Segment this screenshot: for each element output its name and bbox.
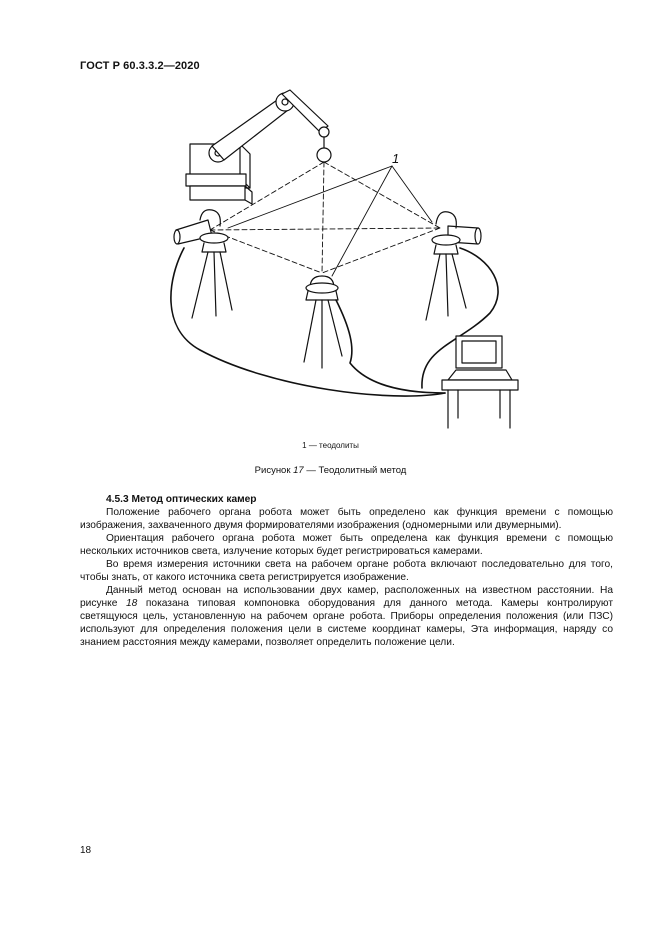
paragraph bbox=[80, 532, 613, 558]
callout-number: 1 bbox=[392, 151, 400, 166]
caption-number: 17 bbox=[293, 465, 304, 476]
paragraph-text: Данный метод основан на использовании двух камер, расположенных на известном расстоянии. На рисунке bbox=[80, 585, 613, 609]
figure-caption bbox=[0, 465, 661, 476]
figure-legend: 1 — теодолиты bbox=[302, 441, 359, 450]
caption-prefix: Рисунок bbox=[254, 465, 294, 476]
paragraph-text: Во время измерения источники света на рабочем органе робота включают последовательно для того, чтобы знать, от какого источника света регистрируется изображение. bbox=[80, 559, 613, 583]
figure-theodolite-method bbox=[160, 88, 540, 440]
computer-on-table bbox=[442, 336, 518, 428]
callout-leaders bbox=[228, 166, 432, 276]
theodolite-left bbox=[174, 210, 232, 318]
paragraph bbox=[80, 584, 613, 649]
paragraph bbox=[80, 558, 613, 584]
document-header: ГОСТ Р 60.3.3.2—2020 bbox=[80, 60, 200, 72]
caption-suffix: — Теодолитный метод bbox=[303, 465, 407, 476]
page-number: 18 bbox=[80, 845, 92, 856]
figure-reference: 18 bbox=[125, 598, 138, 609]
robot-arm bbox=[209, 90, 331, 162]
paragraph-text: показана типовая компоновка оборудования для данного метода. Камеры контролируют светящуюся цель, установленную на рабочем органе робота. Приборы определения положения (или ПЗС) используют для определения положения цели в системе координат камеры, Эта информация, наряду со знанием расстояния между камерами, позволяет определить положение цели. bbox=[80, 598, 613, 648]
section-optical-cameras bbox=[80, 493, 613, 649]
paragraph-text: Ориентация рабочего органа робота может быть определена как функция времени с помощью нескольких источников света, излучение которых будет регистрироваться камерами. bbox=[80, 533, 613, 557]
cables bbox=[171, 248, 498, 396]
section-title: 4.5.3 Метод оптических камер bbox=[106, 494, 257, 505]
paragraph bbox=[80, 506, 613, 532]
theodolite-center bbox=[304, 276, 342, 368]
paragraph-text: Положение рабочего органа робота может быть определено как функция времени с помощью изображения, захваченного двумя формирователями изображения (одномерными или двумерными). bbox=[80, 507, 613, 531]
